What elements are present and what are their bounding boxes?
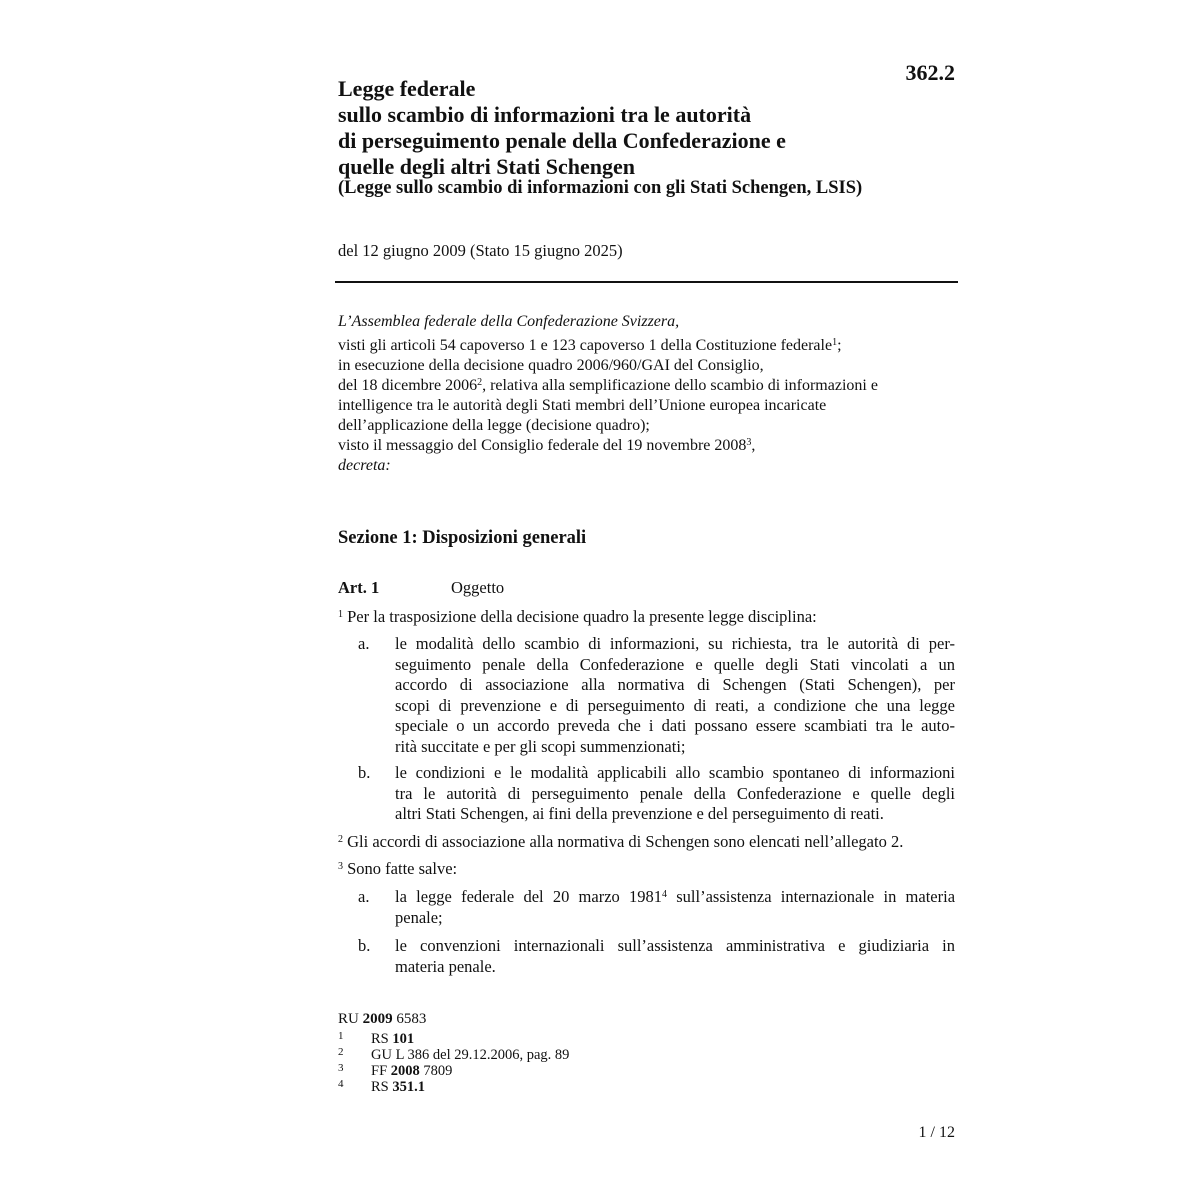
article-title: Oggetto	[451, 578, 505, 597]
paragraph-2: $^2$ Gli accordi di associazione alla normativa di Schengen sono elencati nell’allegato 2.	[338, 832, 904, 851]
title-line: sullo scambio di informazioni tra le autorità	[338, 102, 752, 127]
page-number: 1 / 12	[918, 1124, 955, 1141]
preamble-line: visto il messaggio del Consiglio federale del 19 novembre 2008$^3$,	[338, 437, 756, 454]
list-item-letter: b.	[358, 936, 371, 955]
preamble-line: intelligence tra le autorità degli Stati membri dell’Unione europea incaricate	[338, 397, 827, 414]
footnote-ref[interactable]: 2	[477, 377, 483, 388]
paragraph-number: 2	[338, 834, 343, 845]
list-item-text: le modalità dello scambio di informazioni, su richiesta, tra le autorità di per- seguimento penale della Confederazione e quelle degli Stati vincolati a un accordo di associazione alla normativa di Schengen (Stati Schengen), per scopi di prevenzione e di perseguimento di reati, a condizione che una legge speciale o un accordo preveda che i dati possano essere scambiati tra le auto- rità succitate e per gli scopi summenzionati;	[395, 634, 955, 756]
article-number: Art. 1	[338, 578, 380, 597]
list-item-text: la legge federale del 20 marzo 1981$^4$ sull’assistenza internazionale in materia penale;	[395, 887, 956, 927]
list-item-letter: a.	[358, 887, 370, 906]
footnote-number: 1	[338, 1030, 344, 1042]
footnote-ref[interactable]: 4	[662, 889, 668, 900]
law-date: del 12 giugno 2009 (Stato 15 giugno 2025)	[338, 241, 623, 260]
preamble-decreta: decreta:	[338, 457, 391, 474]
list-item	[338, 936, 955, 978]
title-line: quelle degli altri Stati Schengen	[338, 154, 635, 179]
preamble-line: in esecuzione della decisione quadro 2006/960/GAI del Consiglio,	[338, 357, 764, 374]
section-heading: Sezione 1: Disposizioni generali	[338, 528, 587, 548]
paragraph-1: $^1$ Per la trasposizione della decisione quadro la presente legge disciplina:	[338, 607, 817, 626]
law-title	[338, 76, 898, 180]
preamble-line: visti gli articoli 54 capoverso 1 e 123 capoverso 1 della Costituzione federale$^1$;	[338, 337, 842, 354]
list-item-text: le convenzioni internazionali sull’assistenza amministrativa e giudiziaria in materia penale.	[395, 936, 955, 976]
law-short-title: (Legge sullo scambio di informazioni con gli Stati Schengen, LSIS)	[338, 178, 863, 198]
preamble-assembly: L’Assemblea federale della Confederazione Svizzera,	[338, 313, 680, 330]
paragraph-number: 3	[338, 861, 343, 872]
list-item	[338, 763, 955, 825]
official-compilation-ref: RU 2009 6583	[338, 1011, 427, 1027]
horizontal-rule	[335, 281, 958, 283]
title-line: Legge federale	[338, 76, 476, 101]
footnote-number: 4	[338, 1078, 344, 1090]
list-item-letter: b.	[358, 763, 371, 782]
paragraph-3: $^3$ Sono fatte salve:	[338, 859, 458, 878]
list-item-letter: a.	[358, 634, 370, 653]
list-item	[338, 887, 955, 929]
preamble-line: dell’applicazione della legge (decisione quadro);	[338, 417, 650, 434]
footnote-number: 3	[338, 1062, 344, 1074]
footnote-number: 2	[338, 1046, 344, 1058]
preamble-line: del 18 dicembre 2006$^2$, relativa alla semplificazione dello scambio di informazioni e	[338, 377, 878, 394]
paragraph-number: 1	[338, 609, 343, 620]
footnote-ref[interactable]: 3	[746, 437, 752, 448]
title-line: di perseguimento penale della Confederazione e	[338, 128, 786, 153]
list-item	[338, 634, 955, 758]
document-number: 362.2	[905, 60, 955, 85]
preamble	[338, 312, 958, 476]
list-item-text: le condizioni e le modalità applicabili allo scambio spontaneo di informazioni tra le autorità di perseguimento penale della Confederazione e quelle degli altri Stati Schengen, ai fini della prevenzione e del perseguimento di reati.	[395, 763, 955, 823]
footnote-ref[interactable]: 1	[832, 337, 838, 348]
